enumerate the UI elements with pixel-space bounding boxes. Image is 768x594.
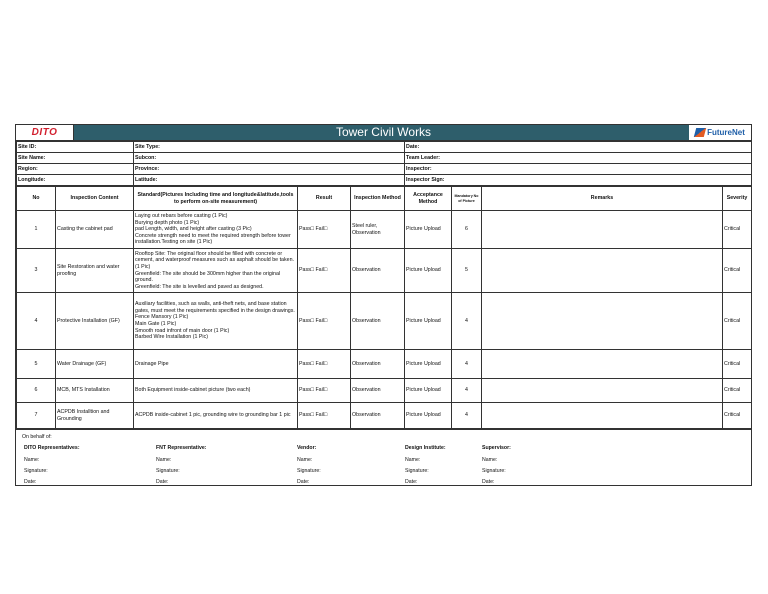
acceptance-method: Picture Upload: [405, 293, 452, 350]
remarks-field[interactable]: [482, 293, 723, 350]
standard-line: pad Length, width, and height after casting (3 Pic): [135, 226, 252, 233]
header-banner: [16, 125, 751, 141]
remarks-field[interactable]: [482, 350, 723, 379]
site-info-row: [17, 142, 752, 153]
col-inspection-content: Inspection Content: [56, 187, 134, 211]
table-row: [17, 211, 752, 249]
inspection-method: Observation: [351, 379, 405, 403]
severity-label: Critical: [723, 293, 752, 350]
result-checkbox[interactable]: Pass□ Fail□: [298, 350, 351, 379]
signature-field[interactable]: Signature:: [156, 468, 180, 474]
standard-line: Laying out rebars before casting (1 Pic): [135, 213, 228, 220]
acceptance-method: Picture Upload: [405, 249, 452, 293]
standard-line: Burying depth photo (1 Pic): [135, 219, 200, 226]
site-info-table: [16, 141, 752, 186]
remarks-field[interactable]: [482, 211, 723, 249]
standard-line: Main Gate (1 Pic): [135, 321, 177, 327]
inspection-method: Observation: [351, 350, 405, 379]
mandatory-count: 5: [452, 249, 482, 293]
col-no: No: [17, 187, 56, 211]
table-row: [17, 403, 752, 429]
party-label: FNT Representative:: [156, 445, 207, 451]
inspection-method: Observation: [351, 293, 405, 350]
remarks-field[interactable]: [482, 379, 723, 403]
name-field[interactable]: Name:: [24, 457, 40, 463]
site-info-field[interactable]: Site Type:: [134, 142, 405, 153]
col-mandatory-pictures: Mandatory No of Picture: [452, 187, 482, 211]
site-info-field[interactable]: Subcon:: [134, 153, 405, 164]
severity-label: Critical: [723, 403, 752, 429]
site-info-field[interactable]: Team Leader:: [405, 153, 752, 164]
site-info-field[interactable]: Latitude:: [134, 175, 405, 186]
party-label: Supervisor:: [482, 445, 511, 451]
acceptance-method: Picture Upload: [405, 379, 452, 403]
inspection-method: Observation: [351, 249, 405, 293]
signature-field[interactable]: Signature:: [24, 468, 48, 474]
remarks-field[interactable]: [482, 403, 723, 429]
col-severity: Severity: [723, 187, 752, 211]
severity-label: Critical: [723, 379, 752, 403]
standard-text: [134, 249, 298, 293]
name-field[interactable]: Name:: [405, 457, 421, 463]
inspection-content: Water Drainage (GF): [56, 350, 134, 379]
standard-line: Smooth road infront of main door (1 Pic): [135, 327, 230, 334]
table-row: [17, 249, 752, 293]
dito-logo: DITO: [16, 125, 74, 140]
col-standard: Standard(Pictures Including time and longitude&latitude,tools to perform on-site measurement): [134, 187, 298, 211]
severity-label: Critical: [723, 249, 752, 293]
page-title: Tower Civil Works: [335, 125, 432, 139]
row-number: 3: [17, 249, 56, 293]
remarks-field[interactable]: [482, 249, 723, 293]
standard-line: Barbed Wire Installation (1 Pic): [135, 334, 209, 341]
site-info-field[interactable]: Longitude:: [17, 175, 134, 186]
inspection-content: MCB, MTS Installation: [56, 379, 134, 403]
party-label: Vendor:: [297, 445, 317, 451]
mandatory-count: 4: [452, 293, 482, 350]
date-field[interactable]: Date:: [156, 479, 169, 485]
col-remarks: Remarks: [482, 187, 723, 211]
col-acceptance-method: Acceptance Method: [405, 187, 452, 211]
site-info-field[interactable]: Date:: [405, 142, 752, 153]
site-info-field[interactable]: Site Name:: [17, 153, 134, 164]
mandatory-count: 4: [452, 350, 482, 379]
table-row: [17, 379, 752, 403]
standard-line: ACPDB inside-cabinet 1 pic, grounding wire to grounding bar 1 pic: [135, 412, 291, 419]
mandatory-count: 6: [452, 211, 482, 249]
signature-block: [16, 429, 751, 485]
table-row: [17, 350, 752, 379]
severity-label: Critical: [723, 350, 752, 379]
futurenet-logo: FutureNet: [689, 125, 751, 140]
standard-line: Concrete strength need to meet the required strength before tower installation.Testing on site (1 Pic): [135, 232, 291, 246]
inspection-table: [16, 186, 752, 429]
acceptance-method: Picture Upload: [405, 403, 452, 429]
standard-line: Fence Mansory (1 Pic): [135, 314, 189, 321]
site-info-field[interactable]: Region:: [17, 164, 134, 175]
date-field[interactable]: Date:: [482, 479, 495, 485]
name-field[interactable]: Name:: [297, 457, 313, 463]
signature-field[interactable]: Signature:: [482, 468, 506, 474]
standard-line: Greenfield: The site should be 300mm higher than the original ground.: [135, 270, 281, 284]
row-number: 6: [17, 379, 56, 403]
standard-line: Rooftop Site: The original floor should be filled with concrete or cement, and waterproof measures such as asphalt should be taken. (1 Pic): [135, 250, 294, 270]
site-info-row: [17, 175, 752, 186]
standard-text: [134, 293, 298, 350]
party-label: Design Institute:: [405, 445, 446, 451]
result-checkbox[interactable]: Pass□ Fail□: [298, 249, 351, 293]
on-behalf-label: On behalf of:: [22, 434, 52, 440]
standard-text: [134, 403, 298, 429]
name-field[interactable]: Name:: [482, 457, 498, 463]
row-number: 5: [17, 350, 56, 379]
site-info-row: [17, 164, 752, 175]
inspection-content: ACPDB Installtion and Grounding: [56, 403, 134, 429]
name-field[interactable]: Name:: [156, 457, 172, 463]
date-field[interactable]: Date:: [405, 479, 418, 485]
acceptance-method: Picture Upload: [405, 350, 452, 379]
date-field[interactable]: Date:: [297, 479, 310, 485]
standard-line: Greenfield: The site is levelled and paved as designed.: [135, 283, 264, 290]
row-number: 7: [17, 403, 56, 429]
date-field[interactable]: Date:: [24, 479, 37, 485]
severity-label: Critical: [723, 211, 752, 249]
standard-line: Both Equipment inside-cabinet picture (two each): [135, 387, 251, 394]
inspection-method: Steel ruler, Observation: [351, 211, 405, 249]
row-number: 4: [17, 293, 56, 350]
mandatory-count: 4: [452, 403, 482, 429]
site-info-field[interactable]: Inspector Sign:: [405, 175, 752, 186]
result-checkbox[interactable]: Pass□ Fail□: [298, 211, 351, 249]
col-inspection-method: Inspection Method: [351, 187, 405, 211]
standard-line: Auxiliary facilities, such as walls, anti-theft nets, and base station gates, must meet the requirements specified in the design drawings.: [135, 301, 295, 314]
futurenet-mark-icon: [694, 128, 706, 137]
row-number: 1: [17, 211, 56, 249]
result-checkbox[interactable]: Pass□ Fail□: [298, 379, 351, 403]
inspection-sheet: [15, 124, 752, 486]
inspection-content: Protective Installation (GF): [56, 293, 134, 350]
mandatory-count: 4: [452, 379, 482, 403]
inspection-content: Casting the cabinet pad: [56, 211, 134, 249]
table-row: [17, 293, 752, 350]
signature-field[interactable]: Signature:: [297, 468, 321, 474]
standard-line: Drainage Pipe: [135, 360, 169, 367]
standard-text: [134, 379, 298, 403]
col-result: Result: [298, 187, 351, 211]
site-info-field[interactable]: Province:: [134, 164, 405, 175]
standard-text: [134, 211, 298, 249]
inspection-content: Site Restoration and water proofing: [56, 249, 134, 293]
site-info-row: [17, 153, 752, 164]
inspection-method: Observation: [351, 403, 405, 429]
party-label: DITO Representatives:: [24, 445, 80, 451]
result-checkbox[interactable]: Pass□ Fail□: [298, 403, 351, 429]
site-info-field[interactable]: Inspector:: [405, 164, 752, 175]
acceptance-method: Picture Upload: [405, 211, 452, 249]
result-checkbox[interactable]: Pass□ Fail□: [298, 293, 351, 350]
standard-text: [134, 350, 298, 379]
site-info-field[interactable]: Site ID:: [17, 142, 134, 153]
signature-field[interactable]: Signature:: [405, 468, 429, 474]
